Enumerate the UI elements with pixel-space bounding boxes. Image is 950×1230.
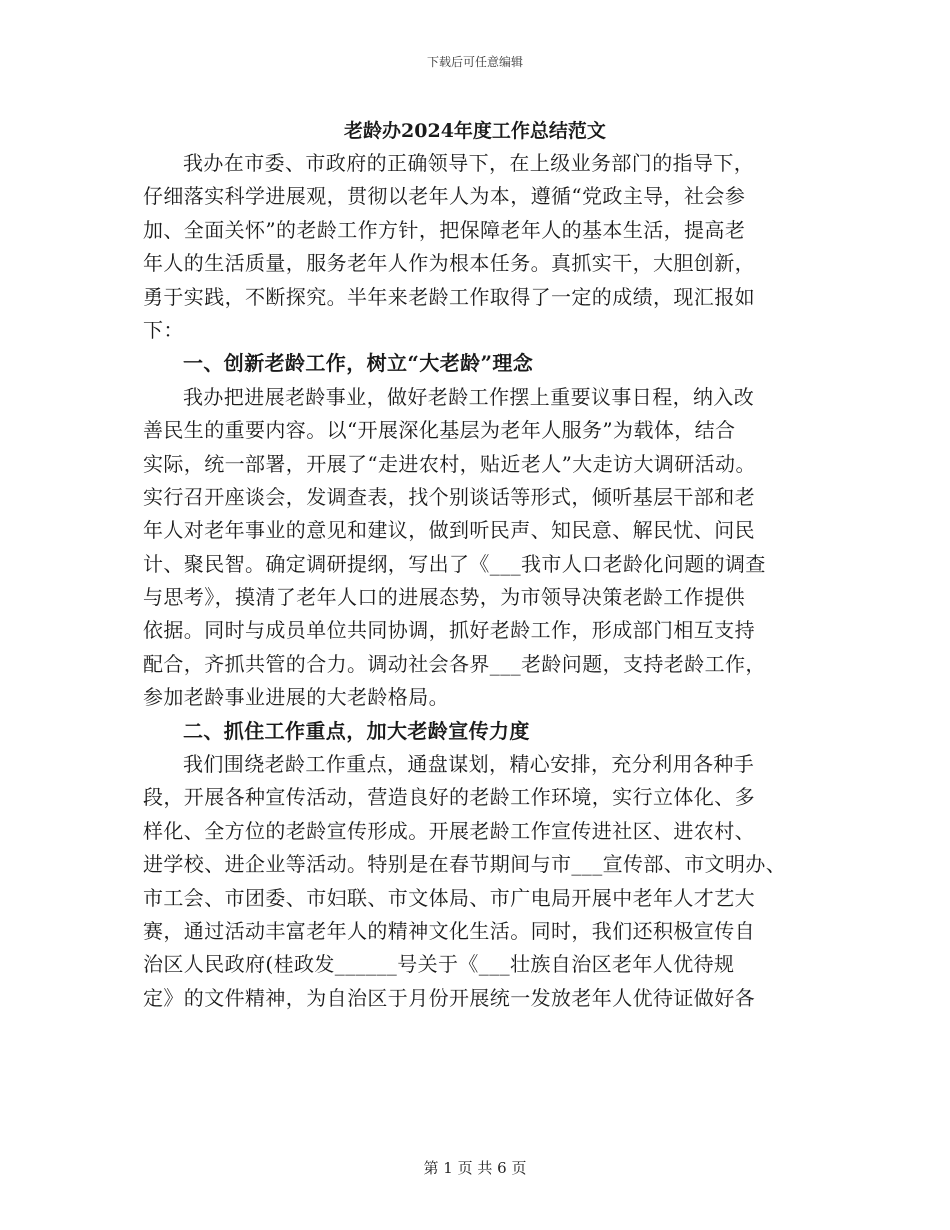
section-heading-2: 二、抓住工作重点，加大老龄宣传力度	[183, 718, 530, 743]
paragraph-line: 加、全面关怀”的老龄工作方针，把保障老年人的基本生活，提高老	[143, 217, 746, 242]
paragraph-line: 赛，通过活动丰富老年人的精神文化生活。同时，我们还积极宣传自	[143, 918, 755, 943]
paragraph-line: 勇于实践，不断探究。半年来老龄工作取得了一定的成绩，现汇报如	[143, 284, 755, 309]
paragraph-line: 样化、全方位的老龄宣传形成。开展老龄工作宣传进社区、进农村、	[143, 818, 755, 843]
paragraph-line: 我办在市委、市政府的正确领导下，在上级业务部门的指导下，	[183, 151, 755, 175]
paragraph-line: 与思考》，摸清了老年人口的进展态势，为市领导决策老龄工作提供	[143, 585, 745, 610]
paragraph-line: 进学校、进企业等活动。特别是在春节期间与市___宣传部、市文明办、	[143, 852, 787, 877]
paragraph-line: 配合，齐抓共管的合力。调动社会各界___老龄问题，支持老龄工作，	[143, 651, 766, 676]
paragraph-line: 实际，统一部署，开展了“走进农村，贴近老人”大走访大调研活动。	[143, 451, 756, 476]
document-title: 老龄办2024年度工作总结范文	[344, 120, 606, 142]
paragraph-line: 年人的生活质量，服务老年人作为根本任务。真抓实干，大胆创新，	[143, 251, 755, 276]
paragraph-line: 年人对老年事业的意见和建议，做到听民声、知民意、解民忧、问民	[143, 518, 755, 543]
document-body	[143, 147, 815, 1015]
page-footer: 第 1 页 共 6 页	[423, 1159, 527, 1177]
paragraph-line: 实行召开座谈会，发调查表，找个别谈话等形式，倾听基层干部和老	[143, 484, 755, 509]
paragraph-line: 我办把进展老龄事业，做好老龄工作摆上重要议事日程，纳入改	[183, 384, 755, 409]
section-heading-1: 一、创新老龄工作，树立“大老龄”理念	[183, 351, 534, 376]
paragraph-line: 市工会、市团委、市妇联、市文体局、市广电局开展中老年人才艺大	[143, 885, 755, 910]
paragraph-line: 我们围绕老龄工作重点，通盘谋划，精心安排，充分利用各种手	[183, 752, 755, 777]
paragraph-line: 治区人民政府(桂政发______号关于《___壮族自治区老年人优待规	[143, 952, 735, 977]
paragraph-line: 计、聚民智。确定调研提纲，写出了《___我市人口老龄化问题的调查	[143, 551, 766, 576]
paragraph-line: 定》的文件精神，为自治区于月份开展统一发放老年人优待证做好各	[143, 985, 755, 1010]
paragraph-line: 善民生的重要内容。以“开展深化基层为老年人服务”为载体，结合	[143, 418, 736, 443]
paragraph-line: 参加老龄事业进展的大老龄格局。	[143, 685, 449, 710]
paragraph-line: 仔细落实科学进展观，贯彻以老年人为本，遵循“党政主导，社会参	[143, 184, 746, 209]
paragraph-line: 下：	[143, 317, 184, 342]
header-note: 下载后可任意编辑	[426, 55, 523, 69]
paragraph-line: 依据。同时与成员单位共同协调，抓好老龄工作，形成部门相互支持	[143, 618, 755, 643]
paragraph-line: 段，开展各种宣传活动，营造良好的老龄工作环境，实行立体化、多	[143, 785, 755, 810]
